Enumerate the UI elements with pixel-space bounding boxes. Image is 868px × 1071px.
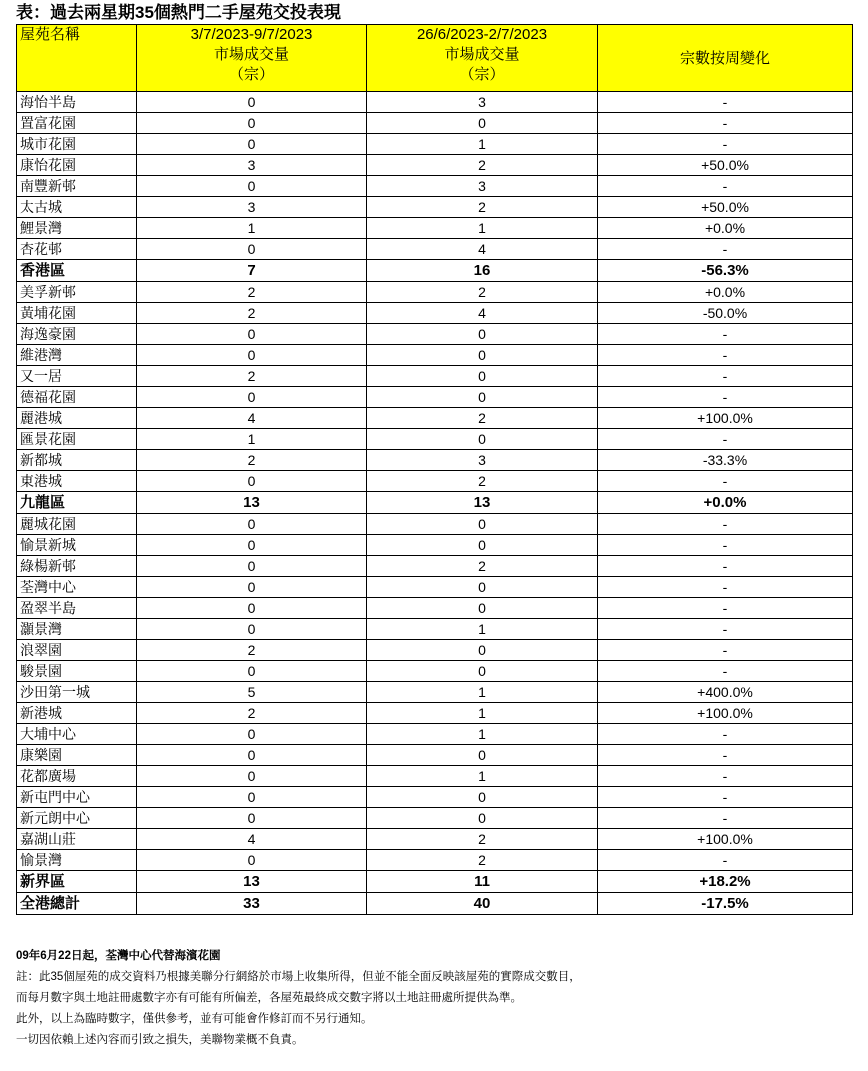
estate-name-cell: 花都廣場 <box>17 766 137 787</box>
period2-volume-cell: 1 <box>367 619 598 640</box>
period1-volume-cell: 2 <box>137 282 367 303</box>
period2-volume-cell: 40 <box>367 893 598 915</box>
weekly-change-cell: +0.0% <box>598 492 853 514</box>
table-row <box>17 556 853 577</box>
note-highlight: 09年6月22日起，荃灣中心代替海濱花園 <box>16 950 221 962</box>
period2-volume-cell: 0 <box>367 387 598 408</box>
period2-volume-cell: 0 <box>367 640 598 661</box>
weekly-change-cell: +100.0% <box>598 408 853 429</box>
period2-volume-cell: 2 <box>367 556 598 577</box>
period1-volume-cell: 2 <box>137 366 367 387</box>
weekly-change-cell: +0.0% <box>598 282 853 303</box>
period1-volume-cell: 0 <box>137 113 367 134</box>
period1-volume-cell: 0 <box>137 787 367 808</box>
weekly-change-cell: -17.5% <box>598 893 853 915</box>
estate-name-cell: 海逸豪園 <box>17 324 137 345</box>
period1-volume-cell: 13 <box>137 492 367 514</box>
estate-name-cell: 嘉湖山莊 <box>17 829 137 850</box>
period2-volume-cell: 2 <box>367 850 598 871</box>
weekly-change-cell: - <box>598 661 853 682</box>
estate-name-cell: 愉景新城 <box>17 535 137 556</box>
weekly-change-cell: +100.0% <box>598 703 853 724</box>
weekly-change-cell: - <box>598 535 853 556</box>
table-row <box>17 239 853 260</box>
period1-volume-cell: 5 <box>137 682 367 703</box>
period1-volume-cell: 0 <box>137 850 367 871</box>
header-row <box>17 25 853 92</box>
table-row <box>17 113 853 134</box>
period2-volume-cell: 0 <box>367 598 598 619</box>
weekly-change-cell: -56.3% <box>598 260 853 282</box>
table-row <box>17 682 853 703</box>
estate-name-cell: 匯景花園 <box>17 429 137 450</box>
period1-volume-cell: 0 <box>137 387 367 408</box>
weekly-change-cell: - <box>598 787 853 808</box>
period2-volume-cell: 2 <box>367 197 598 218</box>
period2-volume-cell: 0 <box>367 514 598 535</box>
table-row <box>17 745 853 766</box>
table-row <box>17 640 853 661</box>
subtotal-row <box>17 260 853 282</box>
estate-name-cell: 駿景園 <box>17 661 137 682</box>
header-period2-unit: （宗） <box>459 66 505 83</box>
table-row <box>17 450 853 471</box>
period2-volume-cell: 2 <box>367 408 598 429</box>
weekly-change-cell: - <box>598 134 853 155</box>
table-row <box>17 598 853 619</box>
weekly-change-cell: - <box>598 429 853 450</box>
period1-volume-cell: 2 <box>137 703 367 724</box>
estate-name-cell: 新界區 <box>17 871 137 893</box>
weekly-change-cell: - <box>598 471 853 492</box>
period1-volume-cell: 2 <box>137 303 367 324</box>
period2-volume-cell: 3 <box>367 92 598 113</box>
weekly-change-cell: +18.2% <box>598 871 853 893</box>
table-row <box>17 787 853 808</box>
weekly-change-cell: - <box>598 577 853 598</box>
estate-name-cell: 黃埔花園 <box>17 303 137 324</box>
period2-volume-cell: 0 <box>367 345 598 366</box>
table-row <box>17 661 853 682</box>
table-row <box>17 218 853 239</box>
period1-volume-cell: 1 <box>137 218 367 239</box>
estate-name-cell: 沙田第一城 <box>17 682 137 703</box>
estate-name-cell: 香港區 <box>17 260 137 282</box>
weekly-change-cell: - <box>598 113 853 134</box>
estate-name-cell: 全港總計 <box>17 893 137 915</box>
weekly-change-cell: +0.0% <box>598 218 853 239</box>
table-row <box>17 577 853 598</box>
estate-name-cell: 杏花邨 <box>17 239 137 260</box>
period1-volume-cell: 13 <box>137 871 367 893</box>
estate-name-cell: 置富花園 <box>17 113 137 134</box>
footnotes <box>16 946 581 1051</box>
table-row <box>17 345 853 366</box>
estate-name-cell: 海怡半島 <box>17 92 137 113</box>
weekly-change-cell: +100.0% <box>598 829 853 850</box>
period1-volume-cell: 0 <box>137 745 367 766</box>
table-row <box>17 176 853 197</box>
period2-volume-cell: 0 <box>367 535 598 556</box>
table-row <box>17 514 853 535</box>
period1-volume-cell: 3 <box>137 197 367 218</box>
period1-volume-cell: 0 <box>137 577 367 598</box>
weekly-change-cell: - <box>598 850 853 871</box>
period1-volume-cell: 0 <box>137 345 367 366</box>
header-weekly-change: 宗數按周變化 <box>598 25 853 92</box>
table-row <box>17 535 853 556</box>
weekly-change-cell: - <box>598 640 853 661</box>
period1-volume-cell: 2 <box>137 640 367 661</box>
weekly-change-cell: - <box>598 808 853 829</box>
table-row <box>17 808 853 829</box>
header-period1-volume: 市場成交量 <box>213 46 289 63</box>
estate-name-cell: 麗城花園 <box>17 514 137 535</box>
period2-volume-cell: 0 <box>367 661 598 682</box>
header-period2-volume: 市場成交量 <box>444 46 520 63</box>
period1-volume-cell: 33 <box>137 893 367 915</box>
table-row <box>17 429 853 450</box>
estate-name-cell: 新屯門中心 <box>17 787 137 808</box>
subtotal-row <box>17 492 853 514</box>
period2-volume-cell: 1 <box>367 703 598 724</box>
note-line: 而每月數字與土地註冊處數字亦有可能有所偏差，各屋苑最終成交數字將以土地註冊處所提供為準。 <box>16 992 522 1004</box>
period1-volume-cell: 0 <box>137 92 367 113</box>
header-estate-name: 屋苑名稱 <box>17 25 137 92</box>
weekly-change-cell: - <box>598 724 853 745</box>
period2-volume-cell: 1 <box>367 134 598 155</box>
period2-volume-cell: 1 <box>367 766 598 787</box>
weekly-change-cell: - <box>598 366 853 387</box>
estate-name-cell: 大埔中心 <box>17 724 137 745</box>
table-row <box>17 197 853 218</box>
estate-name-cell: 東港城 <box>17 471 137 492</box>
estate-name-cell: 麗港城 <box>17 408 137 429</box>
period2-volume-cell: 0 <box>367 808 598 829</box>
weekly-change-cell: - <box>598 345 853 366</box>
weekly-change-cell: - <box>598 92 853 113</box>
period1-volume-cell: 0 <box>137 766 367 787</box>
subtotal-row <box>17 871 853 893</box>
weekly-change-cell: +50.0% <box>598 197 853 218</box>
weekly-change-cell: - <box>598 598 853 619</box>
period2-volume-cell: 1 <box>367 724 598 745</box>
period1-volume-cell: 0 <box>137 514 367 535</box>
period2-volume-cell: 2 <box>367 471 598 492</box>
period1-volume-cell: 3 <box>137 155 367 176</box>
weekly-change-cell: - <box>598 324 853 345</box>
period1-volume-cell: 0 <box>137 724 367 745</box>
note-line: 一切因依賴上述內容而引致之損失，美聯物業概不負責。 <box>16 1034 304 1046</box>
table-row <box>17 134 853 155</box>
period1-volume-cell: 0 <box>137 471 367 492</box>
weekly-change-cell: +400.0% <box>598 682 853 703</box>
table-row <box>17 155 853 176</box>
period1-volume-cell: 0 <box>137 598 367 619</box>
period2-volume-cell: 2 <box>367 155 598 176</box>
weekly-change-cell: - <box>598 176 853 197</box>
period2-volume-cell: 13 <box>367 492 598 514</box>
estate-name-cell: 太古城 <box>17 197 137 218</box>
estate-name-cell: 康樂園 <box>17 745 137 766</box>
table-row <box>17 408 853 429</box>
table-row <box>17 471 853 492</box>
weekly-change-cell: +50.0% <box>598 155 853 176</box>
estate-name-cell: 又一居 <box>17 366 137 387</box>
table-row <box>17 619 853 640</box>
period2-volume-cell: 16 <box>367 260 598 282</box>
weekly-change-cell: - <box>598 239 853 260</box>
estate-name-cell: 美孚新邨 <box>17 282 137 303</box>
period2-volume-cell: 0 <box>367 366 598 387</box>
table-header <box>17 25 853 92</box>
period1-volume-cell: 0 <box>137 239 367 260</box>
period2-volume-cell: 11 <box>367 871 598 893</box>
transaction-table <box>16 24 853 915</box>
table-row <box>17 282 853 303</box>
period2-volume-cell: 3 <box>367 450 598 471</box>
period1-volume-cell: 1 <box>137 429 367 450</box>
note-line: 此外，以上為臨時數字，僅供參考，並有可能會作修訂而不另行通知。 <box>16 1013 373 1025</box>
note-line: 註：此35個屋苑的成交資料乃根據美聯分行網絡於市場上收集所得，但並不能全面反映該屋苑的實際成交數目， <box>16 971 581 983</box>
estate-name-cell: 鯉景灣 <box>17 218 137 239</box>
estate-name-cell: 新都城 <box>17 450 137 471</box>
period1-volume-cell: 0 <box>137 176 367 197</box>
weekly-change-cell: - <box>598 387 853 408</box>
period1-volume-cell: 4 <box>137 829 367 850</box>
period1-volume-cell: 0 <box>137 556 367 577</box>
period2-volume-cell: 2 <box>367 829 598 850</box>
weekly-change-cell: - <box>598 556 853 577</box>
period2-volume-cell: 4 <box>367 303 598 324</box>
table-row <box>17 366 853 387</box>
table-row <box>17 850 853 871</box>
weekly-change-cell: -50.0% <box>598 303 853 324</box>
table-row <box>17 703 853 724</box>
table-body <box>17 92 853 915</box>
header-period1 <box>137 25 367 92</box>
estate-name-cell: 南豐新邨 <box>17 176 137 197</box>
estate-name-cell: 城市花園 <box>17 134 137 155</box>
estate-name-cell: 灝景灣 <box>17 619 137 640</box>
period1-volume-cell: 0 <box>137 535 367 556</box>
table-row <box>17 829 853 850</box>
period2-volume-cell: 3 <box>367 176 598 197</box>
period2-volume-cell: 0 <box>367 113 598 134</box>
estate-name-cell: 愉景灣 <box>17 850 137 871</box>
period2-volume-cell: 1 <box>367 218 598 239</box>
table-row <box>17 324 853 345</box>
weekly-change-cell: - <box>598 619 853 640</box>
period2-volume-cell: 0 <box>367 324 598 345</box>
header-period1-dates: 3/7/2023-9/7/2023 <box>190 26 313 43</box>
table-row <box>17 724 853 745</box>
period1-volume-cell: 0 <box>137 808 367 829</box>
grand-total-row <box>17 893 853 915</box>
header-period2-dates: 26/6/2023-2/7/2023 <box>416 26 548 43</box>
transaction-table-container <box>16 24 852 915</box>
period2-volume-cell: 4 <box>367 239 598 260</box>
weekly-change-cell: - <box>598 766 853 787</box>
period2-volume-cell: 0 <box>367 429 598 450</box>
weekly-change-cell: - <box>598 514 853 535</box>
table-row <box>17 92 853 113</box>
estate-name-cell: 維港灣 <box>17 345 137 366</box>
table-row <box>17 303 853 324</box>
period2-volume-cell: 0 <box>367 745 598 766</box>
weekly-change-cell: - <box>598 745 853 766</box>
estate-name-cell: 九龍區 <box>17 492 137 514</box>
table-row <box>17 387 853 408</box>
estate-name-cell: 浪翠園 <box>17 640 137 661</box>
period2-volume-cell: 0 <box>367 577 598 598</box>
page-title: 表：過去兩星期35個熱門二手屋苑交投表現 <box>16 3 341 22</box>
estate-name-cell: 康怡花園 <box>17 155 137 176</box>
period1-volume-cell: 7 <box>137 260 367 282</box>
period2-volume-cell: 0 <box>367 787 598 808</box>
period2-volume-cell: 1 <box>367 682 598 703</box>
estate-name-cell: 新港城 <box>17 703 137 724</box>
period2-volume-cell: 2 <box>367 282 598 303</box>
period1-volume-cell: 0 <box>137 619 367 640</box>
period1-volume-cell: 0 <box>137 134 367 155</box>
estate-name-cell: 綠楊新邨 <box>17 556 137 577</box>
estate-name-cell: 盈翠半島 <box>17 598 137 619</box>
period1-volume-cell: 0 <box>137 661 367 682</box>
estate-name-cell: 德福花園 <box>17 387 137 408</box>
header-period1-unit: （宗） <box>228 66 274 83</box>
table-row <box>17 766 853 787</box>
weekly-change-cell: -33.3% <box>598 450 853 471</box>
period1-volume-cell: 0 <box>137 324 367 345</box>
estate-name-cell: 新元朗中心 <box>17 808 137 829</box>
estate-name-cell: 荃灣中心 <box>17 577 137 598</box>
header-period2 <box>367 25 598 92</box>
period1-volume-cell: 4 <box>137 408 367 429</box>
period1-volume-cell: 2 <box>137 450 367 471</box>
